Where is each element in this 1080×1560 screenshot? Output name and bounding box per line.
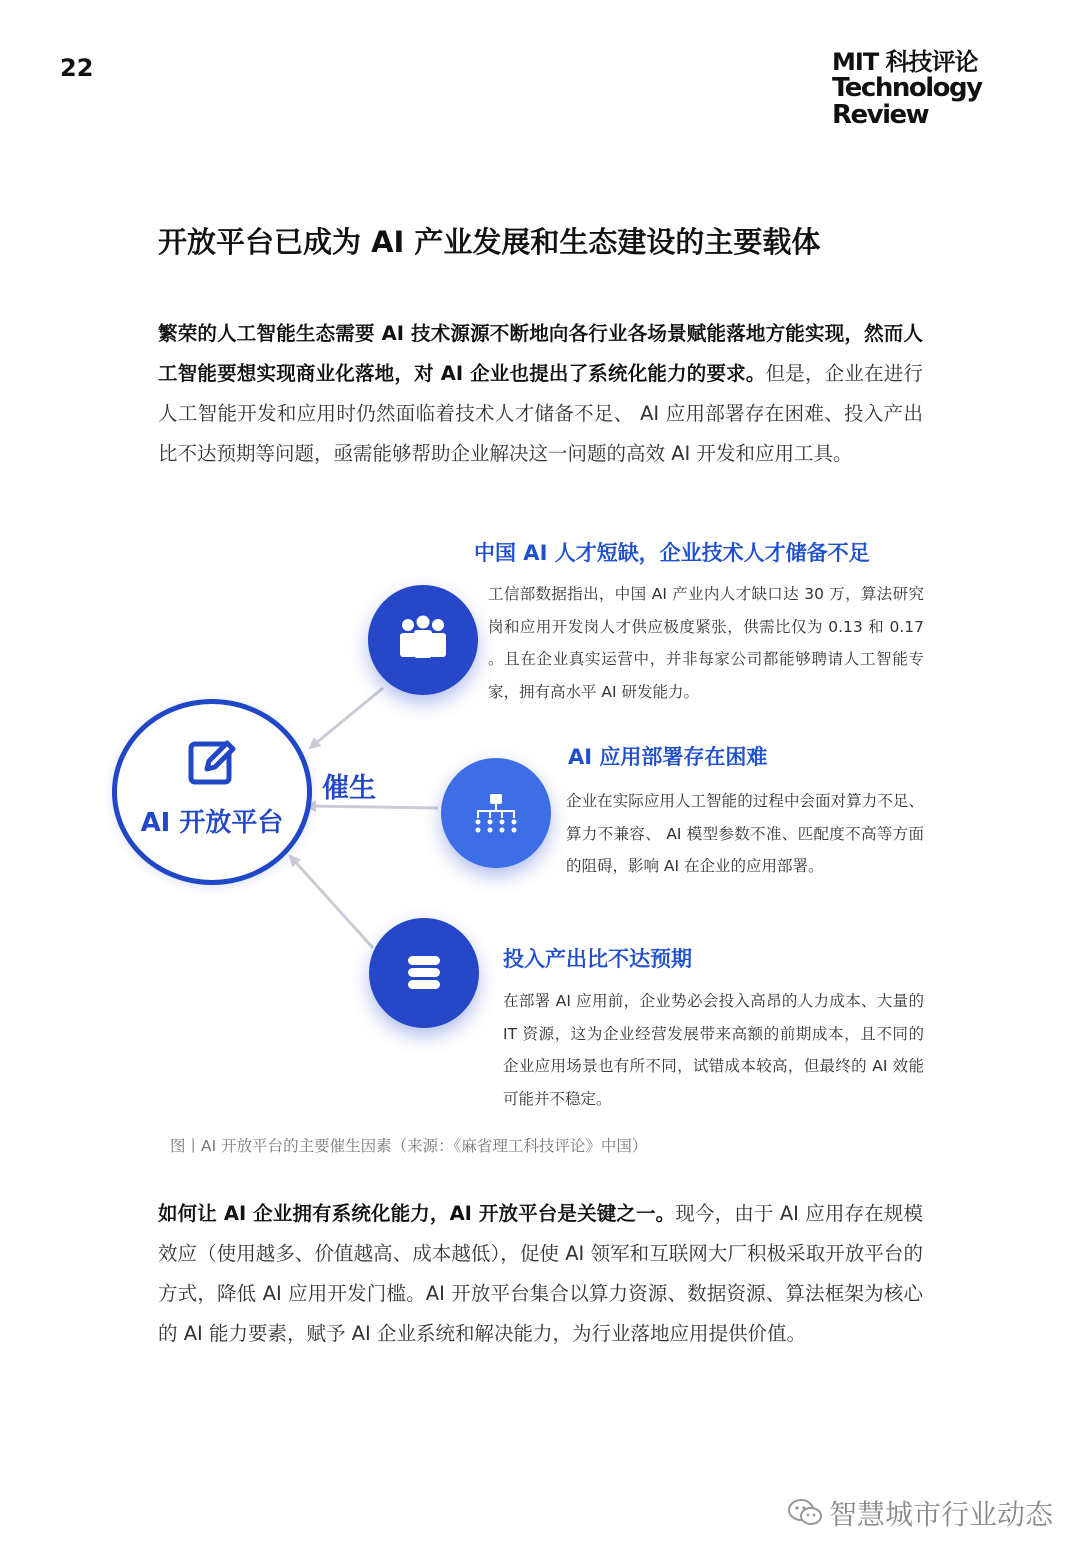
roi-title: 投入产出比不达预期 xyxy=(503,947,692,971)
roi-body: 在部署 AI 应用前，企业势必会投入高昂的人力成本、大量的 IT 资源，这为企业经营发展带来高额的前期成本，且不同的企业应用场景也有所不同，试错成本较高，但最终的 AI 效能可能并不稳定。 xyxy=(503,992,924,1108)
logo-line-2: Technology xyxy=(832,73,982,103)
arrow-talent xyxy=(310,688,383,748)
wechat-watermark xyxy=(787,1493,1053,1535)
watermark-text: 智慧城市行业动态 xyxy=(829,1498,1054,1531)
talent-title: 中国 AI 人才短缺，企业技术人才储备不足 xyxy=(474,541,870,565)
section-heading: 开放平台已成为 AI 产业发展和生态建设的主要载体 xyxy=(158,225,821,259)
logo-line-1: MIT 科技评论 xyxy=(832,48,978,76)
conclusion-bold-text: 如何让 AI 企业拥有系统化能力，AI 开放平台是关键之一。 xyxy=(158,1202,676,1225)
intro-bold-text: 繁荣的人工智能生态需要 AI 技术源源不断地向各行业各场景赋能落地方能实现，然而人工智能要想实现商业化落地，对 AI 企业也提出了系统化能力的要求。 xyxy=(158,322,923,385)
ai-open-platform-label: AI 开放平台 xyxy=(140,808,284,838)
mit-technology-review-logo xyxy=(832,50,982,128)
deployment-body: 企业在实际应用人工智能的过程中会面对算力不足、算力不兼容、 AI 模型参数不准、匹配度不高等方面的阻碍，影响 AI 在企业的应用部署。 xyxy=(566,792,924,875)
edit-icon xyxy=(187,736,239,792)
conclusion-paragraph xyxy=(158,1194,923,1354)
arrow-label: 催生 xyxy=(322,773,376,804)
deployment-node xyxy=(441,758,551,868)
conclusion-normal-text: 现今，由于 AI 应用存在规模效应（使用越多、价值越高、成本越低），促使 AI 领军和互联网大厂积极采取开放平台的方式，降低 AI 应用开发门槛。AI 开放平台集合以算力资源、数据资源、算法框架为核心的 AI 能力要素，赋予 AI 企业系统和解决能力，为行业落地应用提供价值。 xyxy=(158,1202,923,1345)
deployment-title: AI 应用部署存在困难 xyxy=(568,745,768,769)
figure-caption: 图丨AI 开放平台的主要催生因素（来源：《麻省理工科技评论》中国） xyxy=(170,1137,648,1155)
page-number: 22 xyxy=(60,54,94,82)
intro-paragraph xyxy=(158,314,923,474)
logo-line-3: Review xyxy=(832,100,929,130)
talent-body: 工信部数据指出，中国 AI 产业内人才缺口达 30 万，算法研究岗和应用开发岗人才供应极度紧张，供需比仅为 0.13 和 0.17 。且在企业真实运营中，并非每家公司都能够聘请人工智能专家，拥有高水平 AI 研发能力。 xyxy=(488,585,924,701)
ai-open-platform-circle xyxy=(112,699,312,885)
arrow-roi xyxy=(290,856,373,948)
talent-node xyxy=(368,585,478,695)
wechat-icon xyxy=(787,1498,823,1535)
roi-node xyxy=(369,918,479,1028)
intro-normal-text: 但是，企业在进行人工智能开发和应用时仍然面临着技术人才储备不足、 AI 应用部署存在困难、投入产出比不达预期等问题，亟需能够帮助企业解决这一问题的高效 AI 开发和应用工具。 xyxy=(158,362,923,465)
arrow-deployment xyxy=(306,806,438,808)
